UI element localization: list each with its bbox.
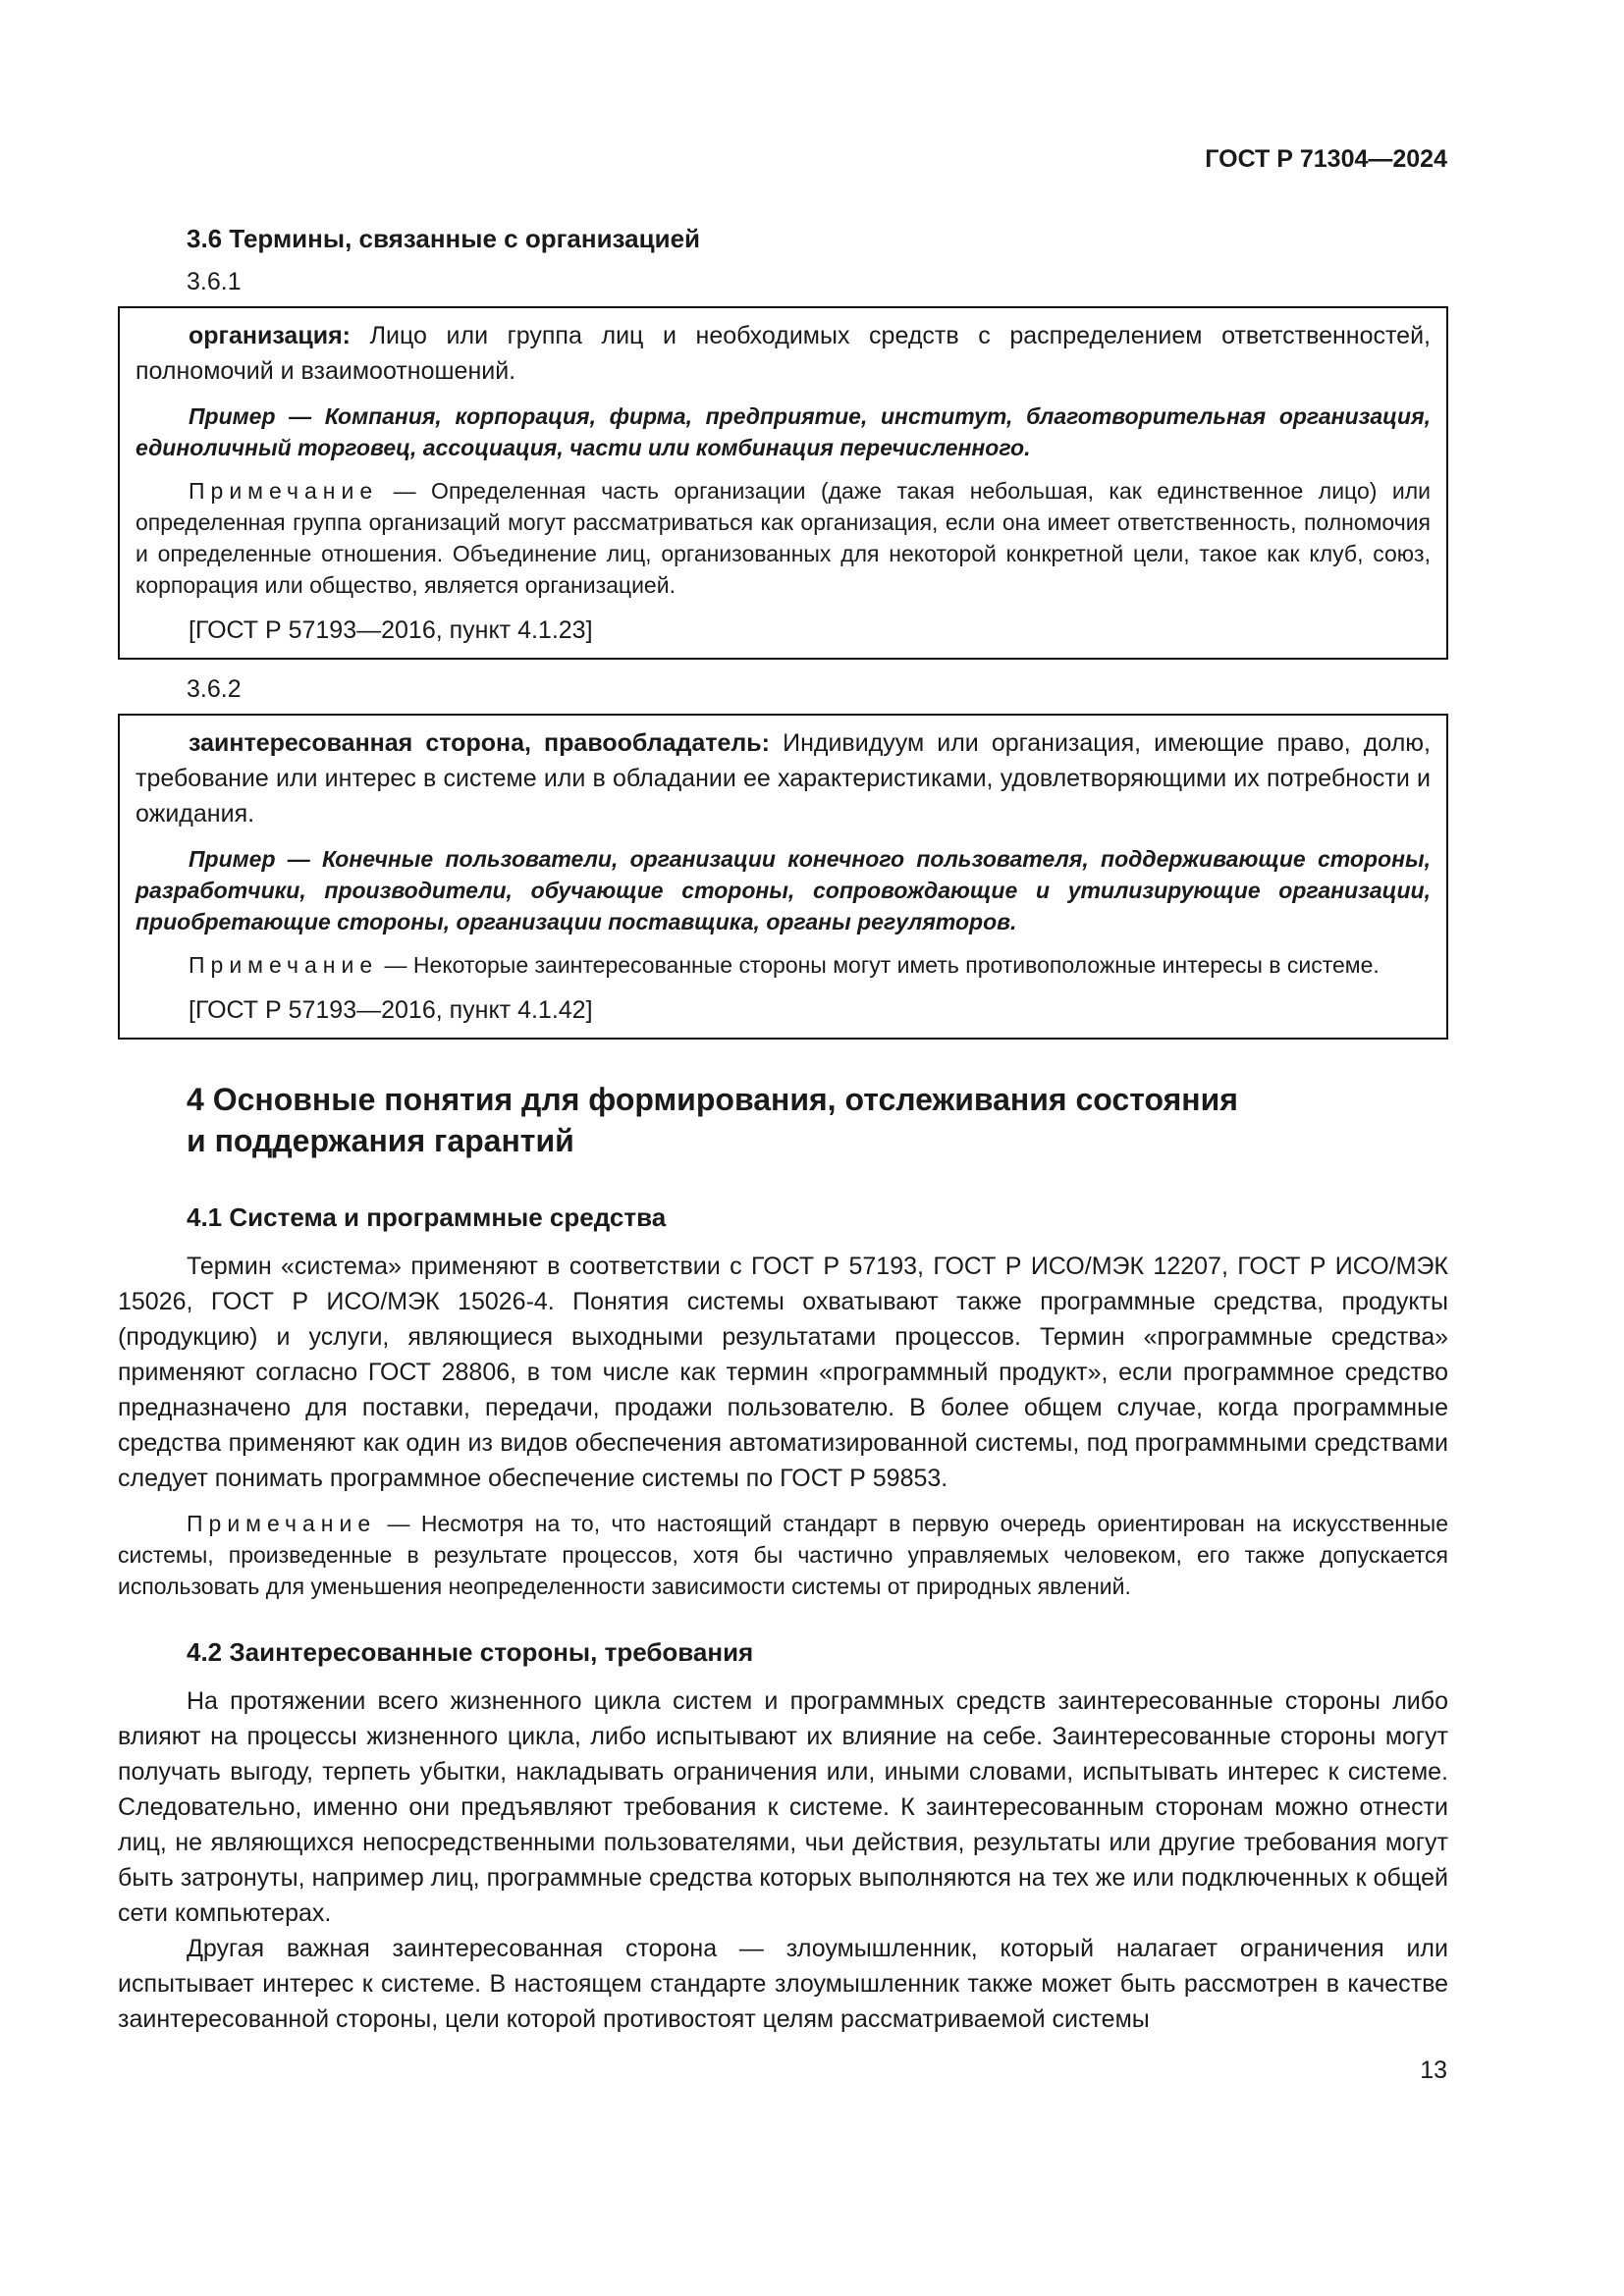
term-box-stakeholder bbox=[118, 714, 1448, 1040]
term-definition bbox=[135, 725, 1431, 831]
section-4-2-paragraph-1: На протяжении всего жизненного цикла систем и программных средств заинтересованные стороны либо влияют на процессы жизненного цикла, либо испытывают их влияние на себе. Заинтересованные стороны могут получать выгоду, терпеть убытки, накладывать ограничения или, иными словами, испытывать интерес к системе. Следовательно, именно они предъявляют требования к системе. К заинтересованным сторонам можно отнести лиц, не являющихся непосредственными пользователями, чьи действия, результаты или другие требования могут быть затронуты, например лиц, программные средства которых выполняются на тех же или подключенных к общей сети компьютерах. bbox=[118, 1687, 1448, 1927]
term-box-organization bbox=[118, 306, 1448, 660]
page-content bbox=[118, 224, 1448, 2037]
note-label: Примечание bbox=[187, 1511, 377, 1536]
section-4-1-note bbox=[118, 1508, 1448, 1602]
section-4-heading-line2: и поддержания гарантий bbox=[187, 1123, 574, 1158]
term-name: заинтересованная сторона, правообладатель: bbox=[189, 729, 770, 757]
section-3-6-heading: 3.6 Термины, связанные с организацией bbox=[187, 224, 701, 253]
section-4-2 bbox=[118, 1637, 1448, 2037]
note-text: — Некоторые заинтересованные стороны могут иметь противоположные интересы в системе. bbox=[378, 952, 1380, 978]
section-4-1 bbox=[118, 1202, 1448, 1602]
term-name: организация: bbox=[189, 322, 351, 349]
section-4-heading bbox=[187, 1079, 1448, 1161]
term-reference: [ГОСТ Р 57193—2016, пункт 4.1.42] bbox=[189, 996, 593, 1024]
term-example: Пример — Компания, корпорация, фирма, предприятие, институт, благотворительная организация, единоличный торговец, ассоциация, части или комбинация перечисленного. bbox=[135, 403, 1431, 460]
term-note bbox=[135, 949, 1431, 981]
page-number: 13 bbox=[1420, 2056, 1447, 2084]
section-4-heading-line1: 4 Основные понятия для формирования, отслеживания состояния bbox=[187, 1082, 1238, 1117]
note-text: — Определенная часть организации (даже такая небольшая, как единственное лицо) или определенная группа организаций могут рассматриваться как организация, если она имеет ответственность, полномочия и определенные отношения. Объединение лиц, организованных для некоторой конкретной цели, такое как клуб, союз, корпорация или общество, является организацией. bbox=[135, 478, 1431, 598]
term-number: 3.6.2 bbox=[187, 675, 242, 703]
term-definition-text: Индивидуум или организация, имеющие право, долю, требование или интерес в системе или в обладании ее характеристиками, удовлетворяющими их потребности и ожидания. bbox=[135, 729, 1431, 828]
section-4-2-paragraph-2: Другая важная заинтересованная сторона — злоумышленник, который налагает ограничения или испытывает интерес к системе. В настоящем стандарте злоумышленник также может быть рассмотрен в качестве заинтересованной стороны, цели которой противостоят целям рассматриваемой системы bbox=[118, 1935, 1448, 2033]
section-4-2-heading: 4.2 Заинтересованные стороны, требования bbox=[187, 1637, 754, 1667]
note-text: — Несмотря на то, что настоящий стандарт в первую очередь ориентирован на искусственные системы, произведенные в результате процессов, хотя бы частично управляемых человеком, его также допускается использовать для уменьшения неопределенности зависимости системы от природных явлений. bbox=[118, 1511, 1448, 1599]
term-reference: [ГОСТ Р 57193—2016, пункт 4.1.23] bbox=[189, 616, 593, 644]
section-4-1-paragraph: Термин «система» применяют в соответствии с ГОСТ Р 57193, ГОСТ Р ИСО/МЭК 12207, ГОСТ Р ИСО/МЭК 15026, ГОСТ Р ИСО/МЭК 15026-4. Понятия системы охватывают также программные средства, продукты (продукцию) и услуги, являющиеся выходными результатами процессов. Термин «программные средства» применяют согласно ГОСТ 28806, в том числе как термин «программный продукт», если программное средство предназначено для поставки, передачи, продажи пользователю. В более общем случае, когда программные средства применяют как один из видов обеспечения автоматизированной системы, под программными средствами следует понимать программное обеспечение системы по ГОСТ Р 59853. bbox=[118, 1253, 1448, 1492]
term-number: 3.6.1 bbox=[187, 268, 242, 295]
note-label: Примечание bbox=[189, 952, 379, 978]
term-definition-text: Лицо или группа лиц и необходимых средств с распределением ответственностей, полномочий и взаимоотношений. bbox=[135, 322, 1431, 385]
note-label: Примечание bbox=[189, 478, 379, 504]
term-example: Пример — Конечные пользователи, организации конечного пользователя, поддерживающие стороны, разработчики, производители, обучающие стороны, сопровождающие и утилизирующие организации, приобретающие стороны, организации поставщика, органы регуляторов. bbox=[135, 846, 1431, 934]
term-definition bbox=[135, 318, 1431, 389]
term-note bbox=[135, 475, 1431, 601]
document-id-header: ГОСТ Р 71304—2024 bbox=[1205, 145, 1447, 173]
section-4-1-heading: 4.1 Система и программные средства bbox=[187, 1202, 667, 1232]
